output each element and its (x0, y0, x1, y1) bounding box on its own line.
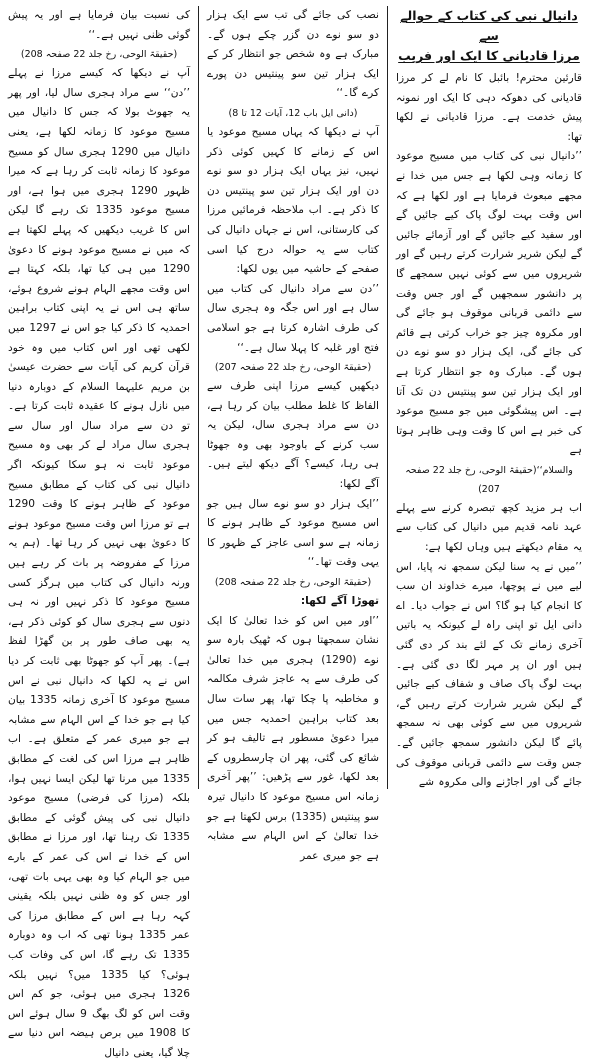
quote-paragraph: ’’ایک ہزار دو سو نوے سال ہیں جو اس مسیح موعود کے ظاہر ہونے کا زمانہ ہے سو اسی عاجز کے ظہور کا یہی وقت تھا۔‘‘ (207, 497, 379, 569)
quote-paragraph: ’’میں نے یہ سنا لیکن سمجھ نہ پایا، اس لیے میں نے پوچھا، میرے خداوند ان سب کا انجام کیا ہو گا؟ اس نے جواب دیا۔ اے دانی ایل تو اپنی راہ لے کیونکہ یہ باتیں آخری زمانے تک کے لئے بند کر دی گئی ہیں اور ان پر مہر لگا دی گئی ہے۔ بہت لوگ پاک صاف و شفاف کیے جائیں گے لیکن شریر شرارت کرتے رہیں گے، شریروں میں سے کوئی بھی نہ سمجھ پائے گا لیکن دانشور سمجھ جائیں گے۔ جس وقت سے دائمی قربانی موقوف کی جائے گی اور اجاڑنے والی مکروہ شے (396, 560, 582, 789)
article-heading (396, 6, 582, 66)
paragraph: دیکھیں کیسے مرزا اپنی طرف سے الفاظ کا غلط مطلب بیان کر رہا ہے، دن سے مراد ہجری سال، لیکن یہ سب کرنے کے باوجود بھی وہ جھوٹا ہی رہا، کیسے؟ آگے دیکھ لیتے ہیں۔ آگے لکھا: (207, 380, 379, 491)
column-left (6, 6, 198, 1059)
heading-line-1: دانیال نبی کی کتاب کے حوالے سے (400, 8, 578, 43)
paragraph: آپ نے دیکھا کہ کیسے مرزا نے پہلے ’’دن‘‘ سے مراد ہجری سال لیا، اور پھر یہ جھوٹ بولا کہ جس کا دانیال میں مسیح موعود کا زمانہ لکھا ہے، یعنی دانیال میں 1290 ہجری سال کو مسیح موعود کا زمانہ ثابت کر رہا ہے کہ میرا ظہور 1290 ہجری میں ہوا ہے، اور مسیح موعود 1335 تک رہے گا لیکن اس کا غریب دیکھیں کہ پہلے لکھتا ہے کہ میں نے مسیح موعود ہونے کا دعویٰ 1290 میں ہی کیا تھا، بلکہ کہتا ہے اس وقت مجھے الہام ہونے شروع ہوئے، ساتھ ہی اس نے یہ اپنی کتاب براہین احمدیہ کا ذکر کیا جو اس نے 1297 میں لکھی تھی اور اس کتاب میں وہ خود قرآن کریم کی آیات سے حضرت عیسیٰ بن مریم علیہما السلام کے دوبارہ دنیا میں نازل ہونے کا عقیدہ ثابت کرتا ہے۔ تو دن سے مراد سال اور سال سے ہجری سال مراد لے کر بھی وہ مسیح موعود ثابت نہ ہو سکا کیونکہ اگر دانیال نبی کی کتاب کے مطابق مسیح موعود کے ظاہر ہونے کا وقت 1290 ہے تو مرزا اس وقت مسیح موعود ہونے کا دعویٰ بھی نہیں کر رہا تھا۔ (ہم یہ مرزا کے مفروضہ پر بات کر رہے ہیں ورنہ دانیال کی کتاب میں ہرگز کسی مسیح موعود کا ذکر نہیں اور نہ ہی دنوں سے ہجری سال کو کوئی ذکر ہے، یہ بھی صاف طور پر بن گھڑا لفظ ہے)۔ پھر آپ کو جھوٹا بھی ثابت کر دیا اس نے یہ لکھا کہ دانیال نبی نے اس مسیح موعود کا آخری زمانہ 1335 بیان کیا ہے جو خدا کے اس الہام سے مشابہ ہے جو میری عمر کے متعلق ہے۔ اب ظاہر ہے مرزا اس کی لغت کے مطابق 1335 میں مرنا تھا لیکن ایسا نہیں ہوا، بلکہ (مرزا کی فرضی) مسیح موعود دانیال نبی کی پیش گوئی کے مطابق 1335 تک رہنا تھا، اور مرزا نے مطابق اس کے خدا نے اس کی عمر کے بارے میں جو الہام کیا وہ بھی یہی بات تھی، اور جس کو وہ ظنی نہیں بلکہ یقینی کہہ رہا ہے اس کے مطابق مرزا کی عمر 1335 ہونا تھی کہ اب وہ دوبارہ 1335 تک رہے گا، اس کی وفات کب ہوئی؟ کیا 1335 میں؟ نہیں بلکہ 1326 ہجری میں ہوئی، جو کم اس وقت اس کو لگ بھگ 9 سال ہوئے اس کا 1908 میں برص ہیضہ اس دنیا سے چلا گیا، یعنی دانیال (8, 67, 191, 1059)
column-right (388, 6, 584, 789)
heading-line-2: مرزا قادیانی کا ایک اور فریب (398, 48, 580, 63)
reference: والسلام‘‘(حقیقۃ الوحی، رخ جلد 22 صفحہ 207) (405, 464, 573, 495)
reference: (حقیقۃ الوحی، رخ جلد 22 صفحہ 208) (20, 49, 178, 61)
quote-paragraph: ’’دانیال نبی کی کتاب میں مسیح موعود کا زمانہ وہی لکھا ہے جس میں خدا نے مجھے مبعوث فرمایا ہے اور لکھا ہے کہ اس وقت بہت لوگ پاک کیے جائیں گے اور سفید کیے جائیں گے اور آزمائے جائیں گے لیکن شریر شرارت کرتے رہیں گے اور شریروں میں سے کوئی نہیں سمجھے گا پر دانشور سمجھیں گے اور جس وقت سے دائمی قربانی موقوف ہو جائے گی اور مکروہ چیز جو خراب کرتی ہے قائم کی جائے گی، ایک ہزار دو سو نوے دن ہوں گے۔ مبارک وہ جو انتظار کرتا ہے اور ایک ہزار تین سو پینتیس دن تک آتا ہے۔ اس پیشگوئی میں جو مسیح موعود کی خبر ہے اس کا وقت وہی ظاہر ہوتا ہے (396, 150, 582, 457)
paragraph: اب ہر مزید کچھ تبصرہ کرنے سے پہلے عہد نامہ قدیم میں دانیال کی کتاب سے یہ مقام دیکھتے ہیں وہاں لکھا ہے: (396, 501, 582, 554)
reference: (حقیقۃ الوحی، رخ جلد 22 صفحہ 207) (214, 362, 372, 374)
paragraph-intro: قارئین محترم! بائبل کا نام لے کر مرزا قادیانی کی دھوکہ دہی کا ایک اور نمونہ پیش خدمت ہے۔ مرزا قادیانی نے لکھا تھا: (396, 72, 582, 143)
quote-paragraph: ’’دن سے مراد دانیال کی کتاب میں سال ہے اور اس جگہ وہ ہجری سال کی طرف اشارہ کرتا ہے جو اسلامی فتح اور غلبہ کا پہلا سال ہے۔‘‘ (207, 282, 379, 354)
quote-paragraph: کی نسبت بیان فرمایا ہے اور یہ پیش گوئی ظنی نہیں ہے۔‘‘ (8, 9, 190, 41)
quote-paragraph: نصب کی جائے گی تب سے ایک ہزار دو سو نوے دن گزر چکے ہوں گے۔ مبارک ہے وہ شخص جو انتظار کر کے ایک ہزار تین سو پینتیس دن پورے کرے گا۔‘‘ (207, 9, 379, 100)
column-middle (198, 6, 388, 862)
reference: (دانی ایل باب 12، آیات 12 تا 8) (228, 107, 358, 119)
quote-paragraph: ’’اور میں اس کو خدا تعالیٰ کا ایک نشان سمجھتا ہوں کہ ٹھیک بارہ سو نوے (1290) ہجری میں خدا تعالیٰ کی طرف سے یہ عاجز شرف مکالمہ و مخاطبہ پا چکا تھا، پھر سات سال بعد کتاب براہین احمدیہ جس میں میرا دعویٰ مسطور ہے تالیف ہو کر شائع کی گئی، پھر ان چارسطروں کے بعد لکھا، غور سے پڑھیں: ’’پھر آخری زمانہ اس مسیح موعود کا دانیال تیرہ سو پینتیس (1335) برس لکھتا ہے جو خدا تعالیٰ کے اس الہام سے مشابہ ہے جو میری عمر (207, 614, 379, 862)
paragraph-label: تھوڑا آگے لکھا: (300, 595, 379, 608)
reference: (حقیقۃ الوحی، رخ جلد 22 صفحہ 208) (214, 577, 372, 589)
paragraph: آپ نے دیکھا کہ یہاں مسیح موعود یا اس کے زمانے کا کہیں کوئی ذکر نہیں، نیز یہاں ایک ہزار دو سو نوے دن اور ایک ہزار تین سو پینتیس دن کا ذکر ہے۔ اب ملاحظہ فرمائیں مرزا کی کارستانی، اس نے جہاں دانیال کی کتاب سے یہ حوالہ درج کیا اسی صفحے کے حاشیہ میں یوں لکھا: (207, 125, 379, 276)
